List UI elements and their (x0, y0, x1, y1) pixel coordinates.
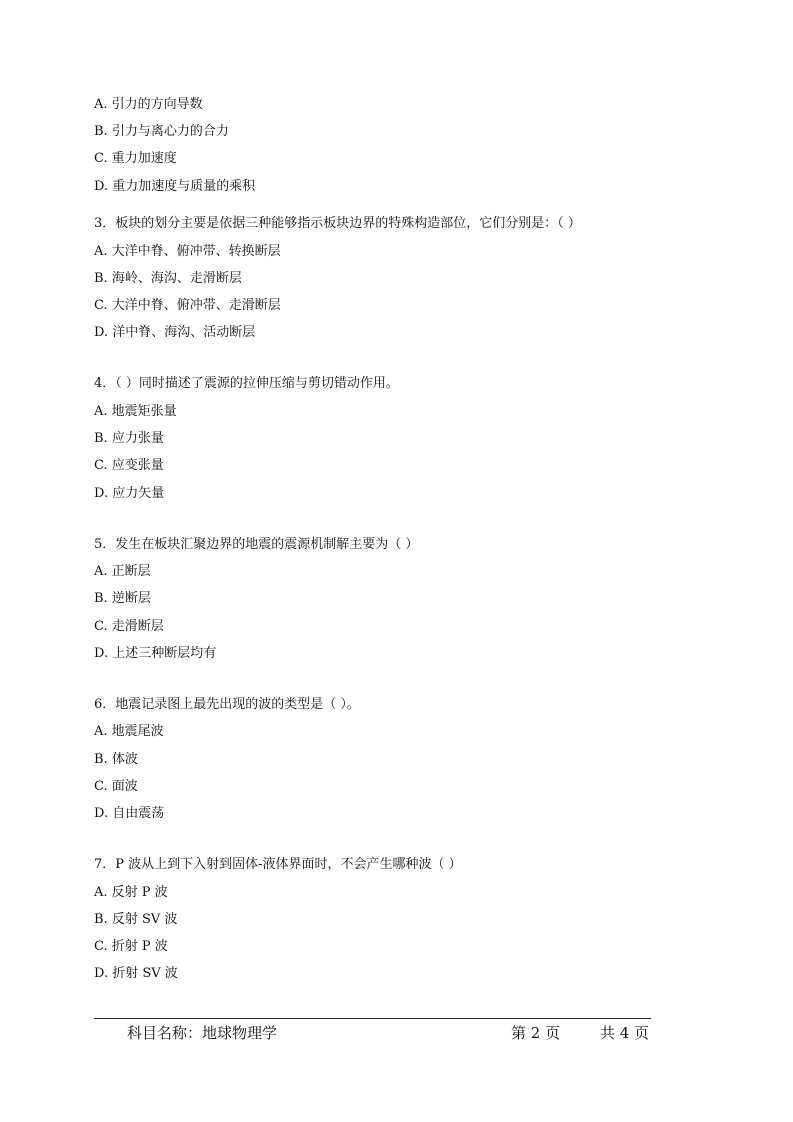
q4-option-c: C. 应变张量 (94, 458, 164, 473)
footer-total-pages: 共 4 页 (600, 1024, 650, 1042)
q4-option-d: D. 应力矢量 (94, 486, 165, 501)
q5-stem: 5．发生在板块汇聚边界的地震的震源机制解主要为（ ） (94, 537, 419, 552)
q6-option-a: A. 地震尾波 (94, 724, 164, 739)
q3-option-a: A. 大洋中脊、俯冲带、转换断层 (94, 244, 281, 259)
q2-option-d: D. 重力加速度与质量的乘积 (94, 179, 256, 194)
q4-stem: 4．（ ）同时描述了震源的拉伸压缩与剪切错动作用。 (94, 376, 399, 391)
q4-option-b: B. 应力张量 (94, 431, 164, 446)
q3-stem: 3．板块的划分主要是依据三种能够指示板块边界的特殊构造部位，它们分别是：（ ） (94, 216, 581, 231)
q2-option-c: C. 重力加速度 (94, 151, 177, 166)
q2-option-b: B. 引力与离心力的合力 (94, 124, 229, 139)
q7-option-a: A. 反射 P 波 (94, 885, 168, 900)
q2-option-a: A. 引力的方向导数 (94, 97, 203, 112)
q7-option-b: B. 反射 SV 波 (94, 912, 178, 927)
q5-option-d: D. 上述三种断层均有 (94, 646, 217, 661)
q3-option-b: B. 海岭、海沟、走滑断层 (94, 271, 242, 286)
q7-stem: 7．P 波从上到下入射到固体-液体界面时，不会产生哪种波（ ） (94, 857, 462, 872)
q5-option-a: A. 正断层 (94, 564, 151, 579)
q7-option-d: D. 折射 SV 波 (94, 966, 178, 981)
footer-page-number: 第 2 页 (511, 1024, 561, 1042)
q7-option-c: C. 折射 P 波 (94, 939, 168, 954)
q4-option-a: A. 地震矩张量 (94, 404, 177, 419)
q3-option-c: C. 大洋中脊、俯冲带、走滑断层 (94, 298, 281, 313)
q6-option-c: C. 面波 (94, 779, 138, 794)
q6-stem: 6．地震记录图上最先出现的波的类型是（ ）。 (94, 697, 360, 712)
q5-option-c: C. 走滑断层 (94, 619, 164, 634)
q3-option-d: D. 洋中脊、海沟、活动断层 (94, 325, 256, 340)
footer-subject-name: 科目名称：地球物理学 (127, 1024, 278, 1042)
q6-option-d: D. 自由震荡 (94, 806, 165, 821)
q6-option-b: B. 体波 (94, 752, 138, 767)
q5-option-b: B. 逆断层 (94, 591, 151, 606)
footer-divider (94, 1018, 651, 1019)
